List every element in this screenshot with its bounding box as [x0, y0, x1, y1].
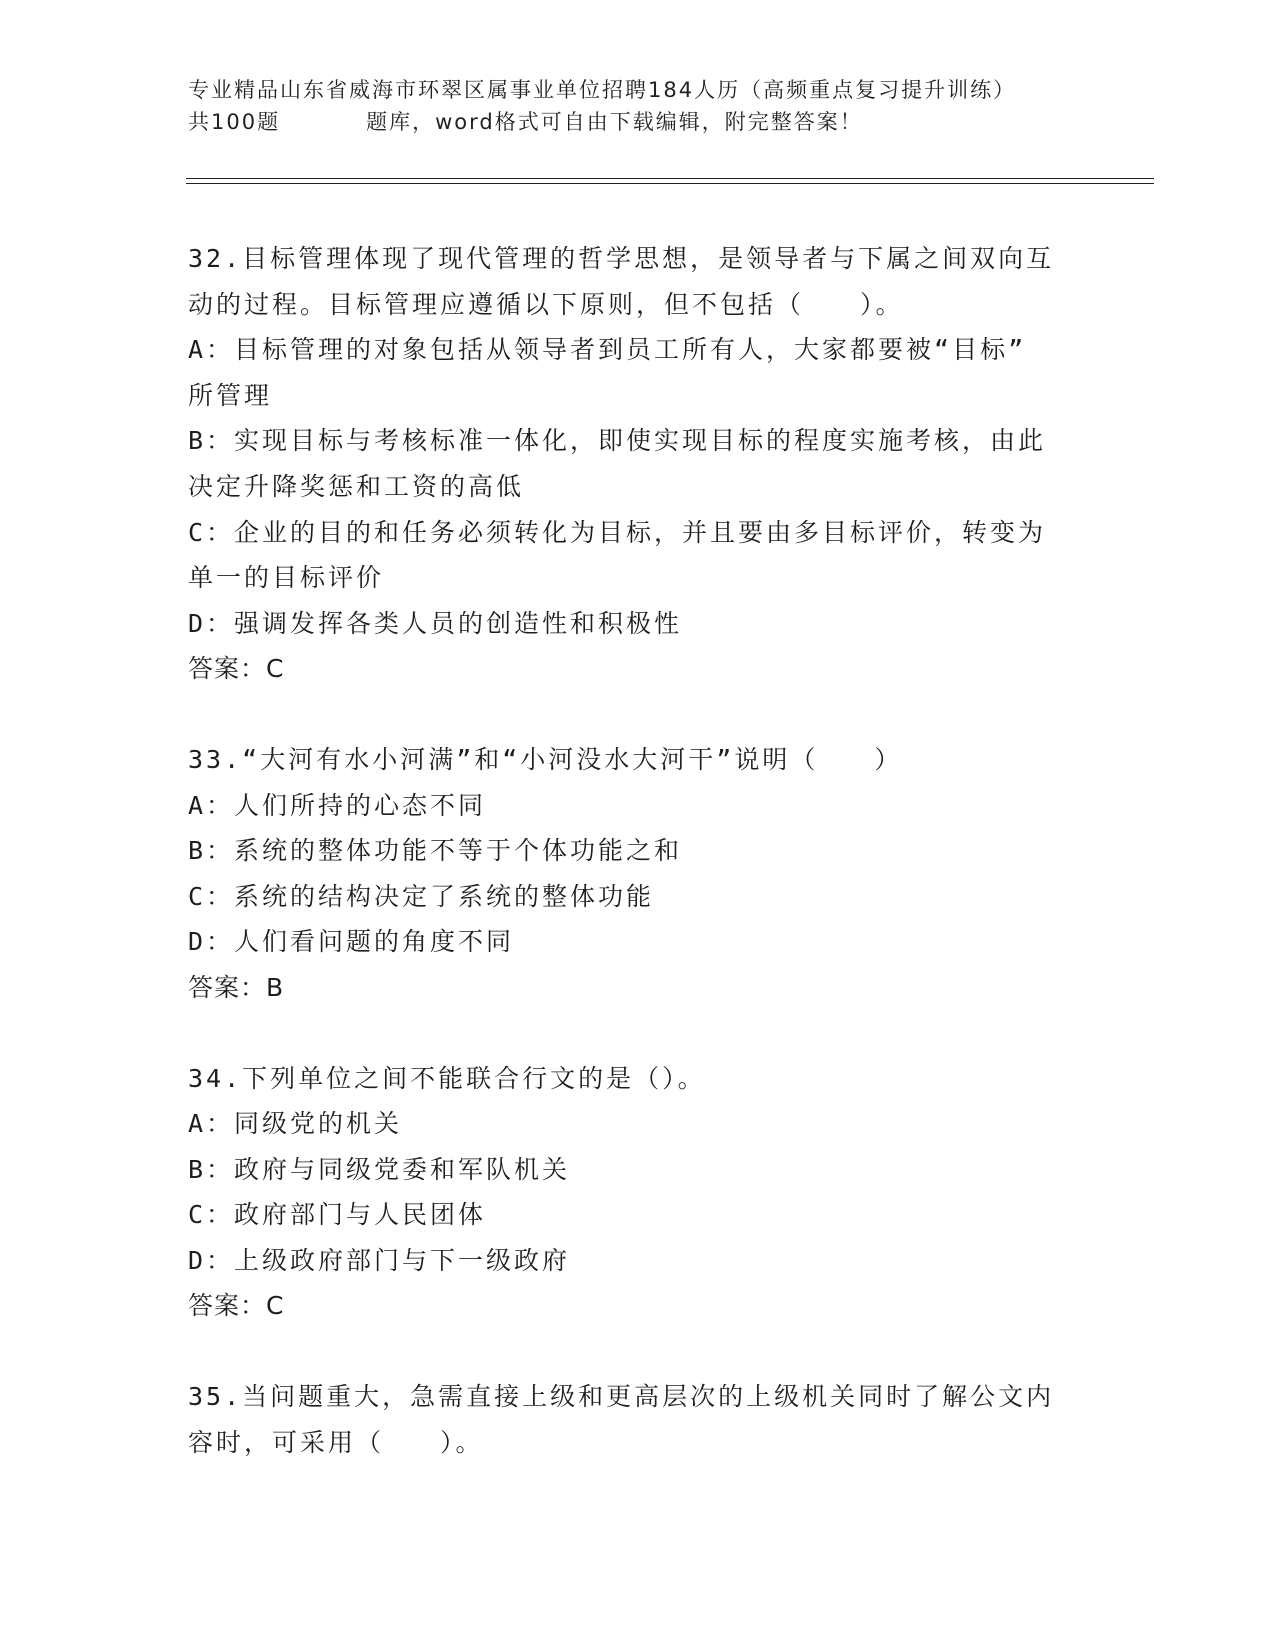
question-list [188, 236, 1078, 1465]
question-32 [188, 236, 1078, 692]
header-question-count: 共100题 [188, 110, 281, 134]
option-c: C：系统的结构决定了系统的整体功能 [188, 881, 655, 911]
question-stem: 34.下列单位之间不能联合行文的是（）。 [188, 1063, 706, 1093]
option-d: D：强调发挥各类人员的创造性和积极性 [188, 608, 683, 638]
option-a: A：人们所持的心态不同 [188, 790, 487, 820]
option-c: C：企业的目的和任务必须转化为目标，并且要由多目标评价，转变为 [188, 517, 1047, 547]
answer-line: 答案：B [188, 972, 285, 1002]
answer-line: 答案：C [188, 1291, 285, 1321]
option-b: B：实现目标与考核标准一体化，即使实现目标的程度实施考核，由此 [188, 426, 1047, 456]
question-33 [188, 737, 1078, 1011]
question-stem: 32.目标管理体现了现代管理的哲学思想，是领导者与下属之间双向互 [188, 244, 1055, 273]
option-a-continued: 所管理 [188, 380, 273, 410]
header-download-note: 题库，word格式可自由下载编辑，附完整答案！ [366, 110, 863, 134]
option-b: B：政府与同级党委和军队机关 [188, 1154, 571, 1184]
question-stem: 动的过程。目标管理应遵循以下原则，但不包括（ ）。 [188, 289, 904, 319]
header-divider-top [186, 178, 1154, 179]
question-stem: 35.当问题重大，急需直接上级和更高层次的上级机关同时了解公文内 [188, 1382, 1055, 1412]
document-header [188, 74, 1088, 138]
option-b: B：系统的整体功能不等于个体功能之和 [188, 836, 683, 866]
answer-line: 答案：C [188, 654, 285, 684]
question-stem: 33.“大河有水小河满”和“小河没水大河干”说明（ ） [188, 744, 903, 774]
option-a: A：同级党的机关 [188, 1109, 403, 1139]
header-subtitle-line [188, 106, 1088, 138]
question-35 [188, 1374, 1078, 1465]
option-d: D：人们看问题的角度不同 [188, 927, 515, 957]
option-c-continued: 单一的目标评价 [188, 563, 385, 593]
option-b-continued: 决定升降奖惩和工资的高低 [188, 471, 525, 501]
question-34 [188, 1056, 1078, 1330]
header-title-line: 专业精品山东省威海市环翠区属事业单位招聘184人历（高频重点复习提升训练） [188, 78, 1017, 102]
option-c: C：政府部门与人民团体 [188, 1200, 487, 1230]
option-d: D：上级政府部门与下一级政府 [188, 1245, 571, 1275]
option-a: A：目标管理的对象包括从领导者到员工所有人，大家都要被“目标” [188, 335, 1027, 365]
question-stem: 容时，可采用（ ）。 [188, 1427, 484, 1457]
header-divider-bottom [186, 183, 1154, 184]
